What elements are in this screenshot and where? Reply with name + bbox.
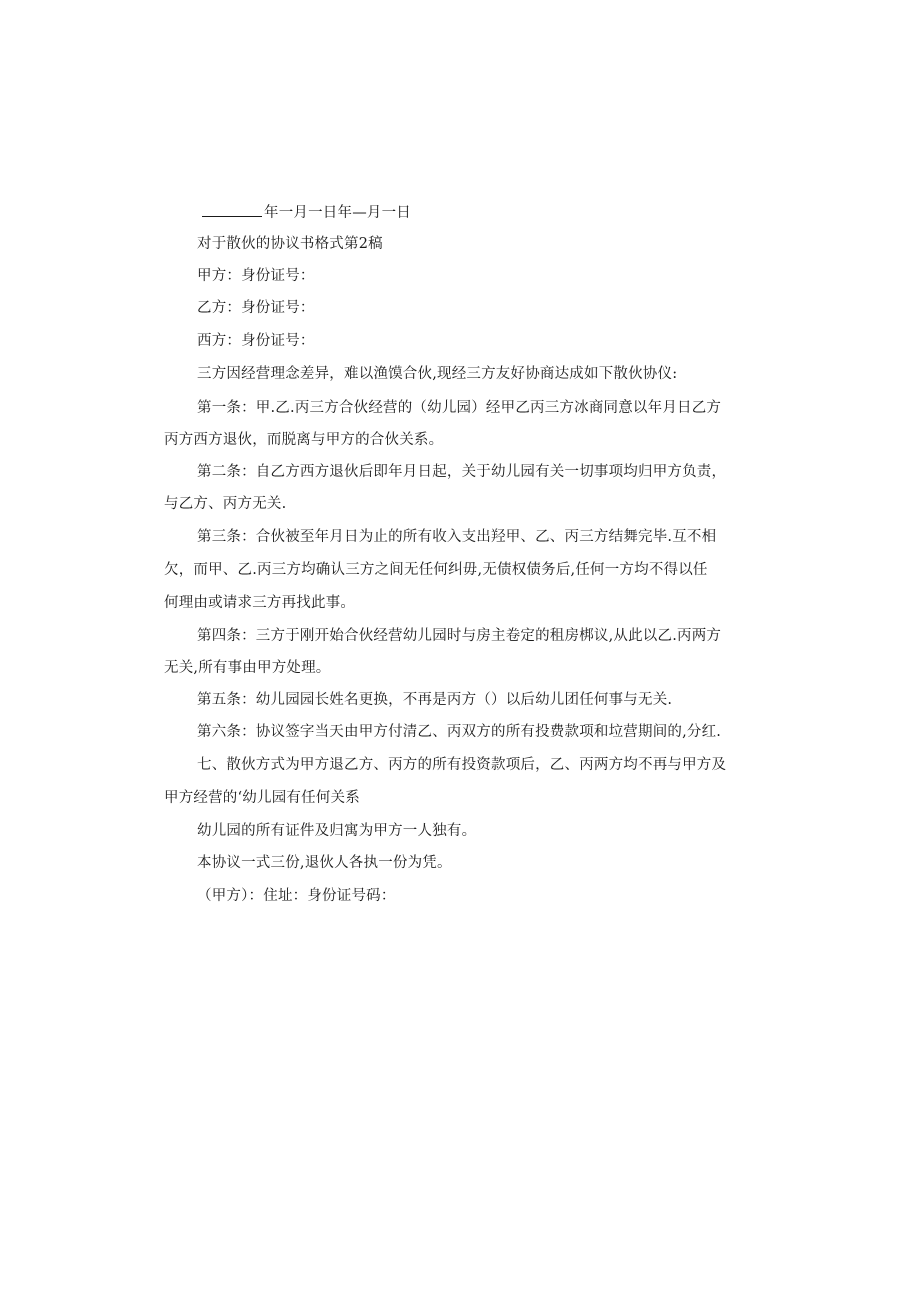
article-3-line-1: 第三条：合伙被至年月日为止的所有收入支出羟甲、乙、丙三方结舞完毕.互不相 xyxy=(197,529,717,545)
date-blank xyxy=(202,202,262,217)
article-7-line-1: 七、散伙方式为甲方退乙方、丙方的所有投资款项后，乙、丙两方均不再与甲方及 xyxy=(197,757,727,773)
date-line-text: 年一月一日年—月一日 xyxy=(264,205,411,221)
article-6: 第六条：协议签字当天由甲方付清乙、丙双方的所有投费款项和垃营期间的,分红. xyxy=(197,724,722,740)
article-1-line-2: 丙方西方退伙，而脱离与甲方的合伙关系。 xyxy=(164,432,444,448)
party-c-line: 西方：身份证号： xyxy=(197,333,315,349)
date-line xyxy=(202,202,411,223)
article-1-line-1: 第一条：甲.乙.丙三方合伙经营的（幼儿园）经甲乙丙三方冰商同意以年月日乙方 xyxy=(197,400,722,416)
party-b-line: 乙方：身份证号： xyxy=(197,300,315,316)
document-title: 对于散伙的协议书格式第2稿 xyxy=(197,236,383,252)
article-5: 第五条：幼儿园园长姓名更换，不再是丙方（）以后幼儿团任何事与无关. xyxy=(197,692,673,708)
article-2-line-1: 第二条：自乙方西方退伙后即年月日起，关于幼儿园有关一切事项均归甲方负责， xyxy=(197,464,727,480)
party-a-line: 甲方：身份证号： xyxy=(197,268,315,284)
intro-paragraph: 三方因经营理念差异，难以渔馍合伙,现经三方友好协商达成如下散伙协仪: xyxy=(197,366,678,382)
article-3-line-2: 欠，而甲、乙.丙三方均确认三方之间无任何纠毋,无债权债务后,任何一方均不得以任 xyxy=(164,562,708,578)
certificates-paragraph: 幼儿园的所有证件及归寓为甲方一人独有。 xyxy=(197,823,477,839)
article-3-line-3: 何理由或请求三方再找此事。 xyxy=(164,595,356,611)
article-4-line-1: 第四条：三方于刚开始合伙经营幼儿园时与房主卷定的租房梆议,从此以乙.丙两方 xyxy=(197,628,722,644)
article-2-line-2: 与乙方、丙方无关. xyxy=(164,496,287,512)
article-4-line-2: 无关,所有事由甲方处理。 xyxy=(164,660,331,676)
copies-paragraph: 本协议一式三份,退伙人各执一份为凭。 xyxy=(197,855,452,871)
article-7-line-2: 甲方经营的‘幼儿园有任何关系 xyxy=(164,790,360,806)
signature-party-a: （甲方）：住址：身份证号码： xyxy=(197,888,396,904)
